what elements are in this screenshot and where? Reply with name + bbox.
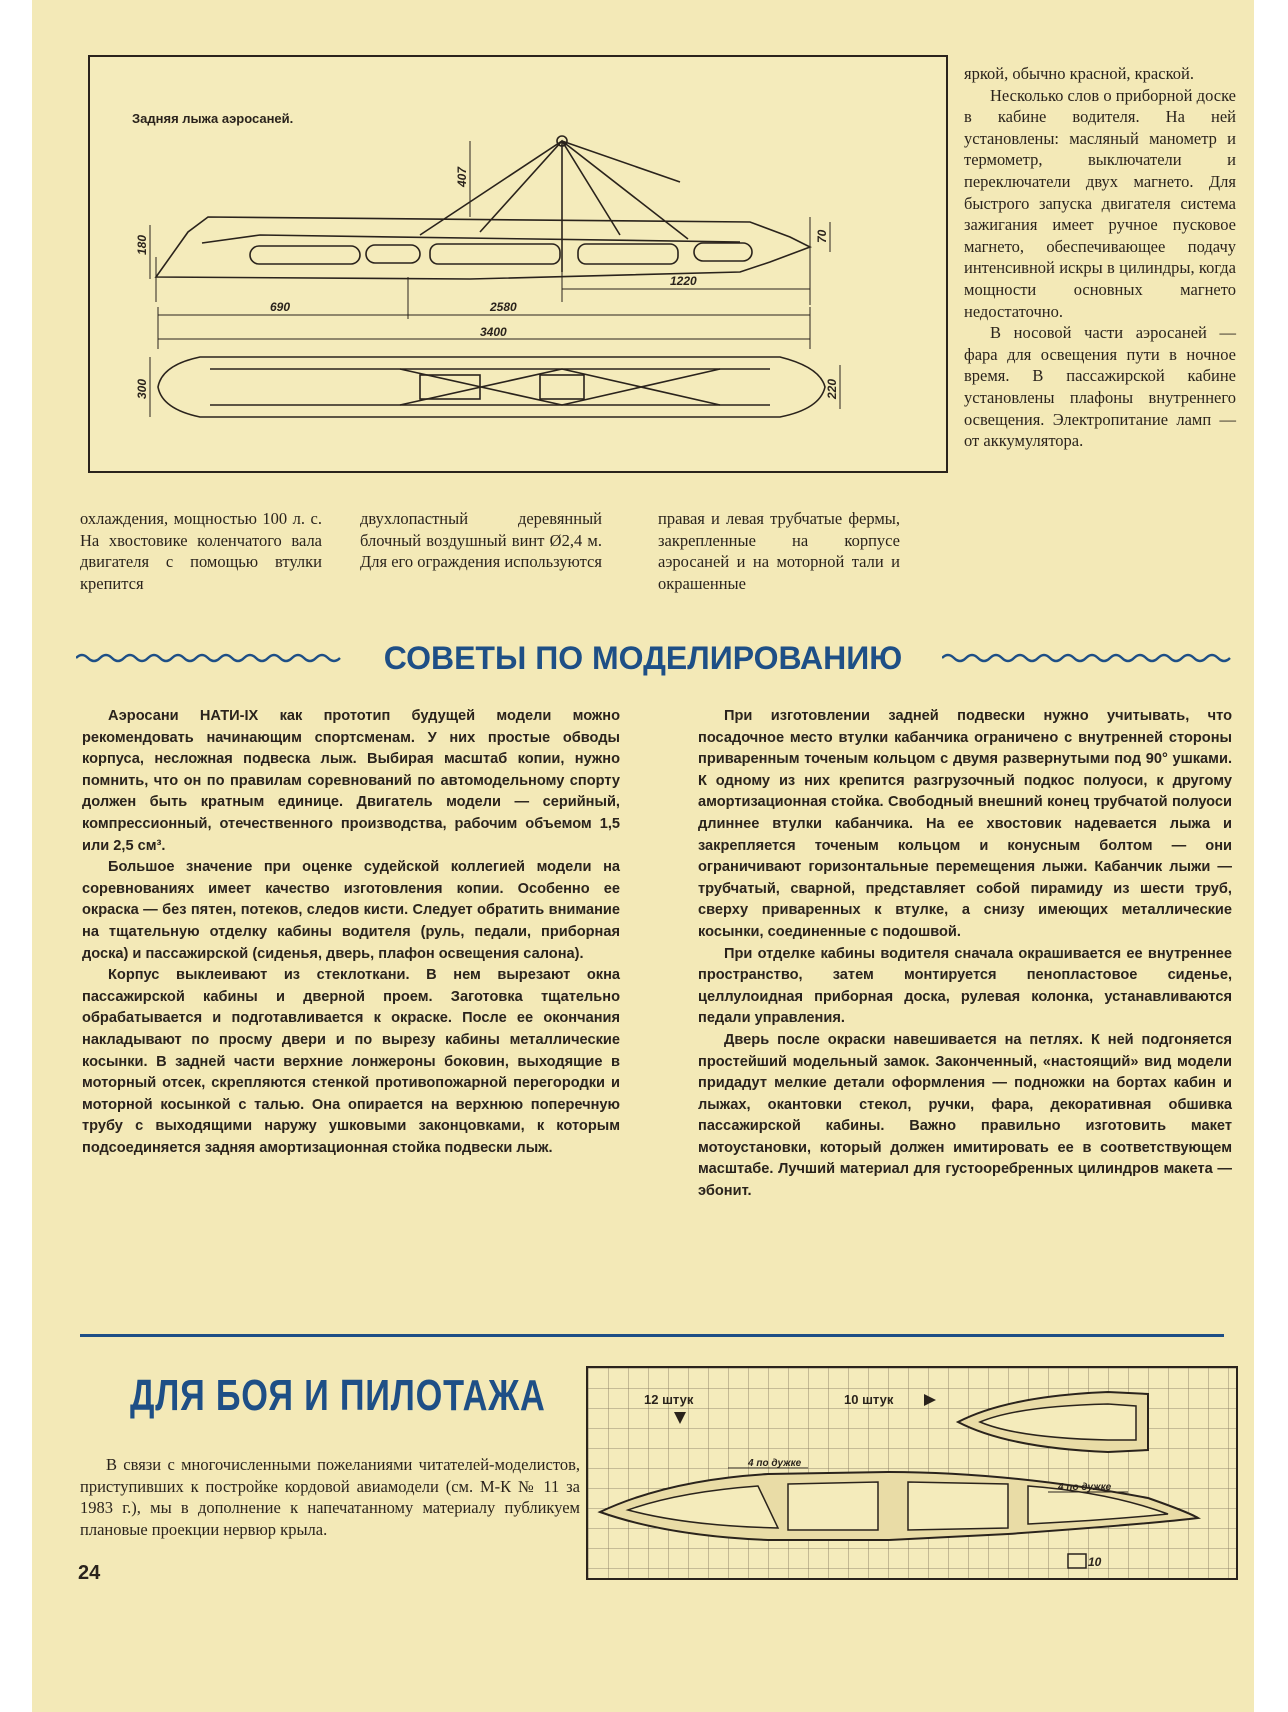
paragraph: В связи с многочисленными пожеланиями читателей-моделистов, приступивших к постройке кордовой авиамодели (см. М-К № 11 за 1983 г.), мы в дополнение к напечатанному материалу публикуем плановые проекции нервюр крыла. xyxy=(80,1455,580,1539)
dim-3400: 3400 xyxy=(480,325,507,339)
below-figure-col-2 xyxy=(360,508,602,573)
rib-drawing xyxy=(588,1368,1236,1578)
magazine-page xyxy=(32,0,1254,1712)
advice-right-column xyxy=(698,706,1232,1203)
paragraph: двухлопастный деревянный блочный воздушный винт Ø2,4 м. Для его ограждения используются xyxy=(360,509,602,572)
dim-220: 220 xyxy=(825,378,839,399)
label-4-chord-b: 4 по дужке xyxy=(1058,1482,1112,1493)
section-heading-row xyxy=(76,636,1236,680)
paragraph: охлаждения, мощностью 100 л. с. На хвостовике коленчатого вала двигателя с помощью втулки крепится xyxy=(80,509,322,593)
right-top-column xyxy=(964,63,1236,452)
below-figure-col-3 xyxy=(658,508,900,594)
paragraph: Большое значение при оценке судейской коллегией модели на соревнованиях имеет качество изготовления копии. Особенно ее окраска — без пятен, потеков, следов кисти. Следует обратить внимание на тщательную отделку кабины водителя (руль, педали, приборная доска) и пассажирской (сиденья, дверь, плафон освещения салона). xyxy=(82,859,620,962)
dim-407: 407 xyxy=(455,166,469,187)
paragraph: правая и левая трубчатые фермы, закрепленные на корпусе аэросаней и на моторной тали и окрашенные xyxy=(658,509,900,593)
paragraph: Аэросани НАТИ-IX как прототип будущей модели можно рекомендовать начинающим спортсменам. У них простые обводы корпуса, несложная подвеска лыж. Выбирая масштаб копии, нужно помнить, что он по правилам соревнований по автомодельному спорту должен быть кратным единице. Двигатель модели — серийный, компрессионный, отечественного производства, рабочим объемом 1,5 или 2,5 см³. xyxy=(82,708,620,854)
label-10-pieces: 10 штук xyxy=(844,1392,894,1407)
below-figure-col-1 xyxy=(80,508,322,594)
page-number: 24 xyxy=(78,1562,101,1584)
advice-left-column xyxy=(82,706,620,1159)
bottom-heading: ДЛЯ БОЯ И ПИЛОТАЖА xyxy=(130,1371,546,1420)
scale-label: 10 xyxy=(1088,1555,1102,1569)
bottom-text xyxy=(80,1454,580,1540)
wave-ornament-right xyxy=(942,652,1234,664)
paragraph: При отделке кабины водителя сначала окрашивается ее внутреннее пространство, затем монтируется пенопластовое сиденье, целлулоидная приборная доска, рулевая колонка, устанавливаются педали управления. xyxy=(698,945,1232,1027)
paragraph: Корпус выклеивают из стеклоткани. В нем вырезают окна пассажирской кабины и дверной проем. Заготовка тщательно обрабатывается и подготавливается к окраске. После ее окончания накладывают по просму двери и по вырезу кабины металлические косынки. В задней части верхние лонжероны боковин, выходящие в моторный отсек, скрепляются стенкой противопожарной перегородки и моторной косынкой с талью. Она опирается на верхнюю поперечную трубу с выходящими наружу ушковыми законцовками, к которым подсоединяется задняя амортизационная стойка подвески лыж. xyxy=(82,967,620,1156)
paragraph: Дверь после окраски навешивается на петлях. К ней подгоняется простейший модельный замок. Законченный, «настоящий» вид модели придадут мелкие детали оформления — подножки на бортах кабин и лыжах, окантовки стекол, ручки, фара, декоративная обшивка пассажирской кабины. Важно правильно изготовить макет мотоустановки, который должен имитировать ее в соответствующем масштабе. Лучший материал для густооребренных цилиндров макета — эбонит. xyxy=(698,1031,1232,1200)
figure-caption: Задняя лыжа аэросаней. xyxy=(132,111,294,126)
label-4-chord-a: 4 по дужке xyxy=(748,1458,802,1469)
paragraph: яркой, обычно красной, краской. xyxy=(964,64,1194,83)
paragraph: При изготовлении задней подвески нужно учитывать, что посадочное место втулки кабанчика ограничено с внутренней стороны приваренным точеным кольцом с двумя развернутыми под 90° ушками. К одному из них крепится разгрузочный подкос полуоси, к другому амортизационная стойка. Свободный внешний конец трубчатой полуоси длиннее втулки кабанчика. На ее хвостовик надевается лыжа и закрепляется точеным кольцом и конусным болтом — они ограничивают горизонтальные перемещения лыжи. Кабанчик лыжи — трубчатый, сварной, представляет собой пирамиду из шести труб, сверху приваренных к втулке, а снизу имеющих металлические косынки, соединенные с подошвой. xyxy=(698,708,1232,940)
dim-70: 70 xyxy=(815,229,829,243)
section-title: СОВЕТЫ ПО МОДЕЛИРОВАНИЮ xyxy=(383,640,903,676)
ski-drawing-figure xyxy=(88,55,948,473)
dim-690: 690 xyxy=(270,300,291,314)
wave-ornament-left xyxy=(76,652,344,664)
dim-300: 300 xyxy=(135,378,149,399)
ski-drawing xyxy=(90,57,946,471)
dim-180: 180 xyxy=(135,234,149,255)
section-divider xyxy=(80,1334,1224,1337)
paragraph: В носовой части аэросаней — фара для освещения пути в ночное время. В пассажирской кабине установлены плафоны внутреннего освещения. Электропитание ламп — от аккумулятора. xyxy=(964,323,1236,451)
rib-drawing-figure xyxy=(586,1366,1238,1580)
dim-2580: 2580 xyxy=(490,300,517,314)
label-12-pieces: 12 штук xyxy=(644,1392,694,1407)
dim-1220: 1220 xyxy=(670,274,697,288)
paragraph: Несколько слов о приборной доске в кабине водителя. На ней установлены: масляный манометр и термометр, выключатели и переключатели двух магнето. Для быстрого запуска двигателя система зажигания имеет ручное пусковое магнето, обеспечивающее подачу интенсивной искры в цилиндры, когда мощности основных магнето недостаточно. xyxy=(964,85,1236,321)
